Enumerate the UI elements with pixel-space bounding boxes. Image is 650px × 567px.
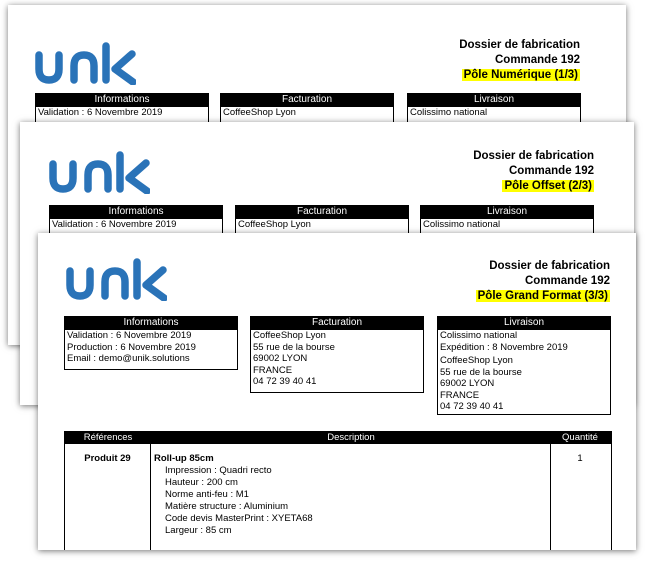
informations-header: Informations	[65, 317, 237, 330]
facturation-line: CoffeeShop Lyon	[223, 107, 296, 118]
sheet-header	[476, 259, 610, 304]
spec-largeur: Largeur : 85 cm	[165, 525, 232, 536]
product-description	[151, 444, 551, 550]
shipping-country: FRANCE	[440, 389, 480, 401]
product-quantity: 1	[577, 453, 583, 464]
livraison-box	[420, 205, 594, 236]
shipping-date: Expédition : 8 Novembre 2019	[440, 341, 568, 353]
shipping-method: Colissimo national	[440, 330, 518, 341]
production-date: Production : 6 Novembre 2019	[67, 341, 196, 353]
facturation-box	[235, 205, 409, 236]
informations-box	[49, 205, 223, 236]
sheet-header	[459, 38, 580, 83]
pole-label: Pôle Grand Format (3/3)	[477, 290, 608, 302]
informations-box	[64, 316, 238, 370]
facturation-header: Facturation	[251, 317, 423, 330]
unik-logo	[65, 257, 167, 301]
unik-logo-mark	[65, 257, 167, 301]
order-number: Commande 192	[494, 54, 580, 66]
informations-line: Validation : 6 Novembre 2019	[38, 107, 163, 118]
spec-hauteur: Hauteur : 200 cm	[165, 477, 238, 488]
shipping-street: 55 rue de la bourse	[440, 366, 522, 378]
livraison-header: Livraison	[408, 94, 580, 107]
unik-logo	[34, 41, 136, 85]
column-header-references: Références	[83, 432, 133, 443]
pole-label: Pôle Offset (2/3)	[504, 180, 592, 192]
informations-header: Informations	[50, 206, 222, 219]
livraison-header: Livraison	[438, 317, 610, 330]
column-header-quantity: Quantité	[562, 432, 598, 443]
livraison-line: Colissimo national	[410, 107, 488, 118]
billing-name: CoffeeShop Lyon	[253, 330, 326, 341]
facturation-header: Facturation	[221, 94, 393, 107]
livraison-box	[437, 316, 611, 415]
production-sheet-3	[38, 233, 636, 550]
sheet-header	[473, 149, 594, 194]
unik-logo-mark	[34, 41, 136, 85]
validation-date: Validation : 6 Novembre 2019	[67, 330, 192, 341]
shipping-name: CoffeeShop Lyon	[440, 355, 513, 366]
sheet-title: Dossier de fabrication	[459, 39, 580, 51]
pole-label: Pôle Numérique (1/3)	[463, 69, 578, 81]
livraison-line: Colissimo national	[423, 219, 501, 230]
informations-header: Informations	[36, 94, 208, 107]
table-row	[65, 444, 611, 550]
order-number: Commande 192	[524, 275, 610, 287]
product-name: Roll-up 85cm	[154, 453, 214, 464]
livraison-box	[407, 93, 581, 124]
spec-impression: Impression : Quadri recto	[165, 465, 272, 476]
informations-line: Validation : 6 Novembre 2019	[52, 219, 177, 230]
order-number: Commande 192	[508, 165, 594, 177]
shipping-city: 69002 LYON	[440, 378, 495, 389]
facturation-header: Facturation	[236, 206, 408, 219]
sheet-title: Dossier de fabrication	[489, 260, 610, 272]
facturation-box	[220, 93, 394, 124]
product-specs	[154, 465, 550, 537]
unik-logo	[48, 150, 150, 194]
contact-email: Email : demo@unik.solutions	[67, 353, 190, 364]
product-reference: Produit 29	[65, 444, 151, 550]
table-header	[65, 431, 611, 444]
products-table	[64, 431, 612, 550]
facturation-line: CoffeeShop Lyon	[238, 219, 311, 230]
shipping-phone: 04 72 39 40 41	[440, 401, 504, 412]
spec-code-devis: Code devis MasterPrint : XYETA68	[165, 513, 313, 524]
unik-logo-mark	[48, 150, 150, 194]
billing-city: 69002 LYON	[253, 353, 308, 364]
livraison-header: Livraison	[421, 206, 593, 219]
sheet-title: Dossier de fabrication	[473, 150, 594, 162]
spec-norme: Norme anti-feu : M1	[165, 489, 249, 500]
spec-matiere: Matière structure : Aluminium	[165, 501, 289, 512]
billing-country: FRANCE	[253, 364, 293, 376]
billing-street: 55 rue de la bourse	[253, 341, 335, 353]
facturation-box	[250, 316, 424, 393]
billing-phone: 04 72 39 40 41	[253, 376, 317, 387]
informations-box	[35, 93, 209, 124]
column-header-description: Description	[327, 432, 375, 443]
